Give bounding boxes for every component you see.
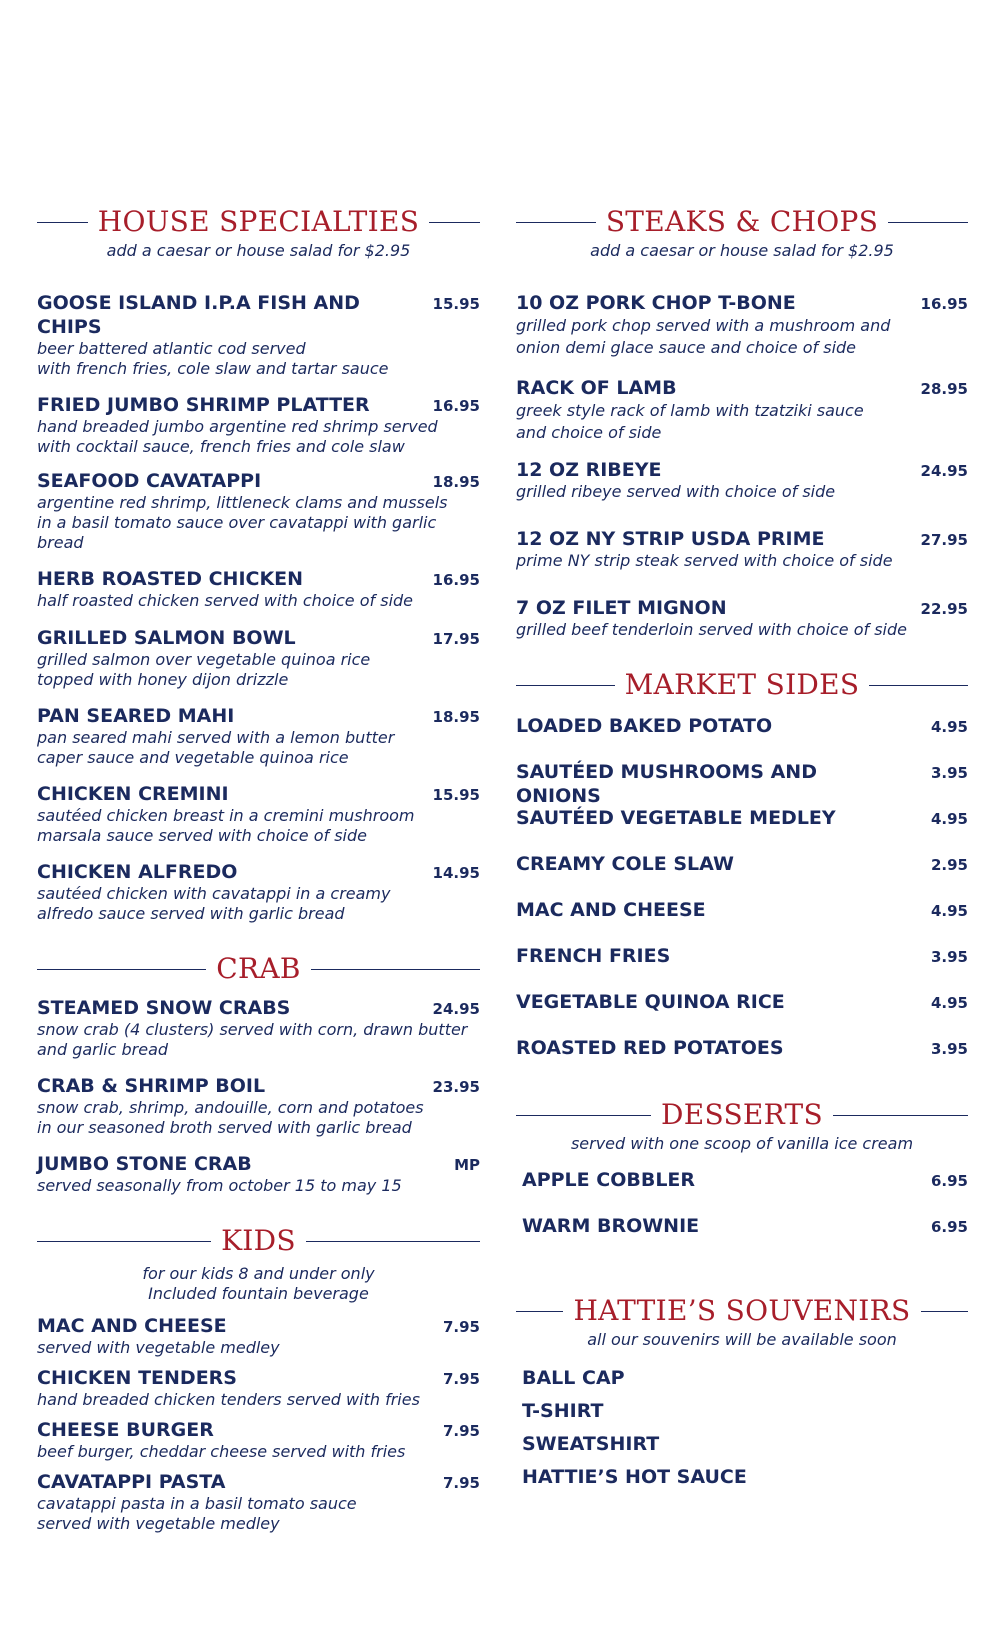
item-price: 15.95 xyxy=(432,295,480,313)
item-name: MAC AND CHEESE xyxy=(37,1315,227,1337)
section-title: MARKET SIDES xyxy=(615,668,870,702)
item-name: CAVATAPPI PASTA xyxy=(37,1471,226,1493)
item-name: APPLE COBBLER xyxy=(522,1169,696,1191)
item-price: 3.95 xyxy=(930,948,968,966)
menu-item xyxy=(516,527,968,571)
item-price: 22.95 xyxy=(920,600,968,618)
item-price: 7.95 xyxy=(442,1370,480,1388)
item-name: LOADED BAKED POTATO xyxy=(516,715,773,737)
item-name: WARM BROWNIE xyxy=(522,1215,700,1237)
menu-item xyxy=(37,1314,480,1358)
item-name: GRILLED SALMON BOWL xyxy=(37,627,296,649)
menu-item xyxy=(37,626,480,690)
menu-item xyxy=(37,291,480,379)
item-name: RACK OF LAMB xyxy=(516,377,677,399)
section-header xyxy=(516,668,968,702)
menu-item xyxy=(37,469,480,553)
section-header xyxy=(516,1098,968,1132)
section-title: CRAB xyxy=(206,952,311,986)
section-subtitle: Included fountain beverage xyxy=(148,1284,369,1303)
section-title: HOUSE SPECIALTIES xyxy=(88,205,429,239)
section-title: STEAKS & CHOPS xyxy=(596,205,888,239)
item-price: 16.95 xyxy=(432,571,480,589)
steaks-chops-section xyxy=(516,205,968,640)
souvenir-item: SWEATSHIRT xyxy=(522,1433,660,1455)
item-description: cavatappi pasta in a basil tomato sauce served with vegetable medley xyxy=(37,1494,357,1533)
item-price: 7.95 xyxy=(442,1318,480,1336)
menu-item xyxy=(516,1036,968,1082)
menu-item xyxy=(516,806,968,852)
item-description: snow crab (4 clusters) served with corn, drawn butter and garlic bread xyxy=(37,1020,468,1059)
item-description: half roasted chicken served with choice of side xyxy=(37,591,414,610)
item-name: FRENCH FRIES xyxy=(516,945,671,967)
item-price: 17.95 xyxy=(432,630,480,648)
souvenir-item: BALL CAP xyxy=(522,1367,625,1389)
item-name: PAN SEARED MAHI xyxy=(37,705,235,727)
section-header xyxy=(516,1294,968,1328)
menu-item xyxy=(516,852,968,898)
menu-item xyxy=(516,760,968,806)
item-price: 14.95 xyxy=(432,864,480,882)
section-header xyxy=(516,205,968,239)
item-name: STEAMED SNOW CRABS xyxy=(37,997,291,1019)
item-price: 6.95 xyxy=(930,1172,968,1190)
menu-item xyxy=(516,458,968,502)
crab-section xyxy=(37,952,480,1196)
item-name: CHEESE BURGER xyxy=(37,1419,214,1441)
menu-item xyxy=(37,1418,480,1462)
house-specialties-section xyxy=(37,205,480,924)
market-sides-section xyxy=(516,668,968,1082)
item-name: CREAMY COLE SLAW xyxy=(516,853,734,875)
item-name: CHICKEN ALFREDO xyxy=(37,861,238,883)
menu-item xyxy=(522,1214,968,1260)
item-price: 23.95 xyxy=(432,1078,480,1096)
section-header xyxy=(37,1224,480,1258)
item-name: HERB ROASTED CHICKEN xyxy=(37,568,304,590)
section-header xyxy=(37,205,480,239)
item-price: 7.95 xyxy=(442,1474,480,1492)
item-description: served seasonally from october 15 to may 15 xyxy=(37,1176,402,1195)
item-description: beer battered atlantic cod served with french fries, cole slaw and tartar sauce xyxy=(37,339,389,378)
item-price: MP xyxy=(454,1156,480,1174)
item-description: hand breaded jumbo argentine red shrimp served with cocktail sauce, french fries and cole slaw xyxy=(37,417,438,456)
item-name: 10 OZ PORK CHOP T-BONE xyxy=(516,292,796,314)
souvenir-item: HATTIE’S HOT SAUCE xyxy=(522,1466,747,1488)
item-price: 18.95 xyxy=(432,473,480,491)
souvenirs-section xyxy=(516,1294,968,1498)
item-price: 3.95 xyxy=(930,1040,968,1058)
item-name: CHICKEN TENDERS xyxy=(37,1367,237,1389)
section-title: DESSERTS xyxy=(651,1098,833,1132)
menu-item xyxy=(516,898,968,944)
kids-section xyxy=(37,1224,480,1534)
item-description: beef burger, cheddar cheese served with fries xyxy=(37,1442,406,1461)
item-name: JUMBO STONE CRAB xyxy=(37,1153,252,1175)
menu-item xyxy=(37,860,480,924)
menu-item xyxy=(37,567,480,611)
item-price: 16.95 xyxy=(432,397,480,415)
item-name: VEGETABLE QUINOA RICE xyxy=(516,991,785,1013)
section-subtitle: all our souvenirs will be available soon xyxy=(587,1330,897,1349)
sides-list xyxy=(516,714,968,1082)
item-price: 16.95 xyxy=(920,295,968,313)
item-price: 18.95 xyxy=(432,708,480,726)
menu-item xyxy=(37,1152,480,1196)
menu-item xyxy=(37,1074,480,1138)
item-description: grilled beef tenderloin served with choice of side xyxy=(516,620,907,639)
item-description: grilled salmon over vegetable quinoa rice topped with honey dijon drizzle xyxy=(37,650,371,689)
item-name: 7 OZ FILET MIGNON xyxy=(516,597,727,619)
item-price: 28.95 xyxy=(920,380,968,398)
desserts-section xyxy=(516,1098,968,1260)
section-header xyxy=(37,952,480,986)
menu-item xyxy=(37,1470,480,1534)
menu-item xyxy=(516,376,968,444)
left-column xyxy=(37,205,480,1534)
item-price: 3.95 xyxy=(930,764,968,782)
item-name: CRAB & SHRIMP BOIL xyxy=(37,1075,266,1097)
item-description: argentine red shrimp, littleneck clams and mussels in a basil tomato sauce over cavatappi with garlic bread xyxy=(37,493,448,552)
desserts-list xyxy=(516,1168,968,1260)
section-subtitle: add a caesar or house salad for $2.95 xyxy=(590,241,894,260)
item-description: greek style rack of lamb with tzatziki sauce and choice of side xyxy=(516,401,864,442)
item-price: 6.95 xyxy=(930,1218,968,1236)
menu-item xyxy=(516,596,968,640)
item-name: MAC AND CHEESE xyxy=(516,899,706,921)
item-price: 15.95 xyxy=(432,786,480,804)
menu-item xyxy=(522,1168,968,1214)
item-description: prime NY strip steak served with choice of side xyxy=(516,551,893,570)
item-description: sautéed chicken with cavatappi in a creamy alfredo sauce served with garlic bread xyxy=(37,884,391,923)
item-price: 7.95 xyxy=(442,1422,480,1440)
right-column xyxy=(516,205,968,1498)
item-price: 27.95 xyxy=(920,531,968,549)
item-name: 12 OZ NY STRIP USDA PRIME xyxy=(516,528,825,550)
menu-item xyxy=(37,996,480,1060)
item-description: hand breaded chicken tenders served with fries xyxy=(37,1390,420,1409)
item-description: grilled ribeye served with choice of side xyxy=(516,482,836,501)
item-name: FRIED JUMBO SHRIMP PLATTER xyxy=(37,394,370,416)
section-title: HATTIE’S SOUVENIRS xyxy=(563,1294,920,1328)
souvenir-item: T-SHIRT xyxy=(522,1400,604,1422)
menu-item xyxy=(37,782,480,846)
section-subtitle: served with one scoop of vanilla ice cream xyxy=(570,1134,914,1153)
item-name: CHICKEN CREMINI xyxy=(37,783,229,805)
item-price: 4.95 xyxy=(930,902,968,920)
menu-item xyxy=(37,393,480,457)
item-name: 12 OZ RIBEYE xyxy=(516,459,662,481)
section-subtitle: add a caesar or house salad for $2.95 xyxy=(106,241,411,260)
item-price: 24.95 xyxy=(432,1000,480,1018)
menu-item xyxy=(516,291,968,359)
item-price: 4.95 xyxy=(930,994,968,1012)
menu-item xyxy=(516,944,968,990)
item-description: sautéed chicken breast in a cremini mushroom marsala sauce served with choice of side xyxy=(37,806,415,845)
item-price: 4.95 xyxy=(930,810,968,828)
item-name: SAUTÉED MUSHROOMS AND ONIONS xyxy=(516,761,817,807)
item-description: grilled pork chop served with a mushroom and onion demi glace sauce and choice of side xyxy=(516,316,891,357)
item-price: 24.95 xyxy=(920,462,968,480)
item-name: GOOSE ISLAND I.P.A FISH AND CHIPS xyxy=(37,292,360,338)
item-description: served with vegetable medley xyxy=(37,1338,280,1357)
item-name: ROASTED RED POTATOES xyxy=(516,1037,784,1059)
menu-item xyxy=(37,704,480,768)
item-name: SAUTÉED VEGETABLE MEDLEY xyxy=(516,807,836,829)
item-price: 2.95 xyxy=(930,856,968,874)
souvenirs-list xyxy=(516,1366,968,1498)
section-title: KIDS xyxy=(211,1224,306,1258)
item-description: pan seared mahi served with a lemon butter caper sauce and vegetable quinoa rice xyxy=(37,728,395,767)
item-name: SEAFOOD CAVATAPPI xyxy=(37,470,262,492)
section-subtitle: for our kids 8 and under only xyxy=(142,1264,375,1283)
menu-item xyxy=(516,990,968,1036)
item-price: 4.95 xyxy=(930,718,968,736)
menu-item xyxy=(37,1366,480,1410)
item-description: snow crab, shrimp, andouille, corn and potatoes in our seasoned broth served with garlic bread xyxy=(37,1098,424,1137)
menu-item xyxy=(516,714,968,760)
